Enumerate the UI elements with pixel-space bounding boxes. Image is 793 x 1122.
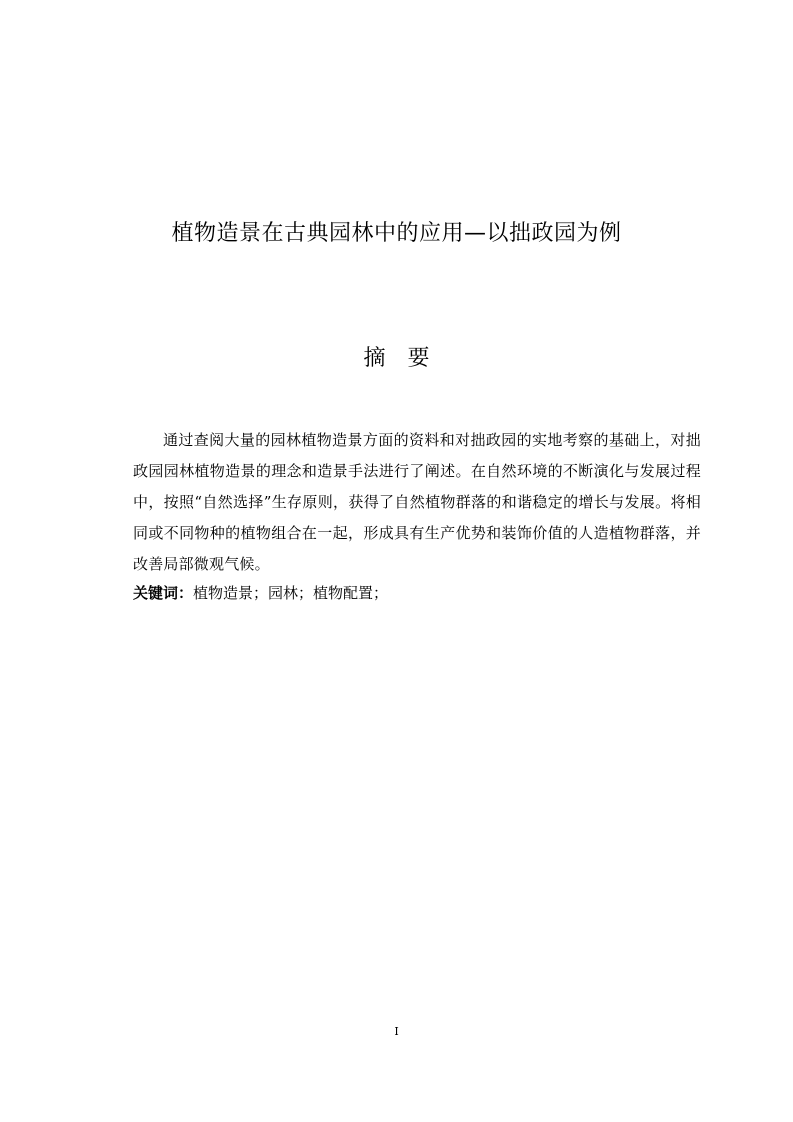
keywords-text: 植物造景；园林；植物配置；	[193, 584, 389, 602]
document-title: 植物造景在古典园林中的应用—以拙政园为例	[171, 221, 622, 246]
abstract-heading: 摘 要	[363, 346, 430, 371]
page-number: I	[394, 1025, 399, 1038]
abstract-paragraph: 通过查阅大量的园林植物造景方面的资料和对拙政园的实地考察的基础上，对拙政园园林植物造景的理念和造景手法进行了阐述。在自然环境的不断演化与发展过程中，按照“自然选择”生存原则，获得了自然植物群落的和谐稳定的增长与发展。将相同或不同物种的植物组合在一起，形成具有生产优势和装饰价值的人造植物群落，并改善局部微观气候。	[133, 431, 701, 573]
keywords-line	[133, 578, 701, 609]
keywords-label: 关键词：	[133, 584, 194, 602]
